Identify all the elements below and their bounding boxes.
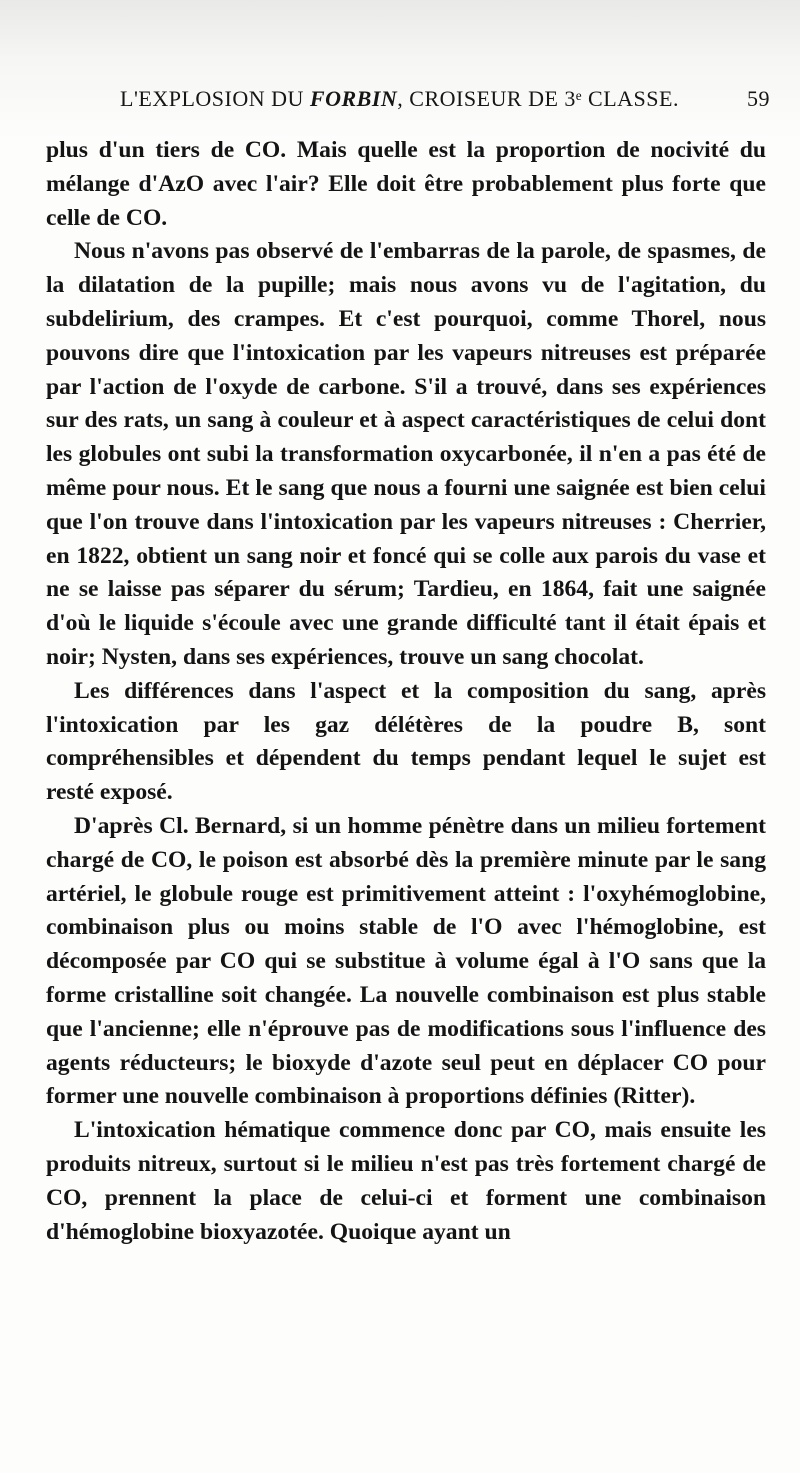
- paragraph: Nous n'avons pas observé de l'embarras de la parole, de spasmes, de la dilatation de la pupille; mais nous avons vu de l'agitation, du subdelirium, des crampes. Et c'est pourquoi, comme Thorel, nous pouvons dire que l'intoxication par les vapeurs nitreuses est préparée par l'action de l'oxyde de carbone. S'il a trouvé, dans ses expériences sur des rats, un sang à couleur et à aspect caractéristiques de celui dont les globules ont subi la transformation oxycarbonée, il n'en a pas été de même pour nous. Et le sang que nous a fourni une saignée est bien celui que l'on trouve dans l'intoxication par les vapeurs nitreuses : Cherrier, en 1822, obtient un sang noir et foncé qui se colle aux parois du vase et ne se laisse pas séparer du sérum; Tardieu, en 1864, fait une saignée d'où le liquide s'écoule avec une grande difficulté tant il était épais et noir; Nysten, dans ses expériences, trouve un sang chocolat.: [46, 238, 766, 670]
- page-number: 59: [747, 86, 770, 111]
- running-title-end: , CROISEUR DE 3ᵉ CLASSE.: [397, 86, 679, 111]
- paragraph: Les différences dans l'aspect et la composition du sang, après l'intoxication par les gaz délétères de la poudre B, sont compréhensibles et dépendent du temps pendant lequel le sujet est resté exposé.: [46, 677, 766, 806]
- running-title: [120, 86, 679, 112]
- running-title-start: L'EXPLOSION DU: [120, 86, 310, 111]
- page-header: [40, 86, 770, 122]
- body-text: [46, 134, 766, 1249]
- ship-name: FORBIN: [309, 86, 398, 111]
- paragraph-continued: plus d'un tiers de CO. Mais quelle est la proportion de nocivité du mélange d'AzO avec l'air? Elle doit être probablement plus forte que celle de CO.: [46, 137, 766, 231]
- paragraph: D'après Cl. Bernard, si un homme pénètre dans un milieu fortement chargé de CO, le poison est absorbé dès la première minute par le sang artériel, le globule rouge est primitivement atteint : l'oxyhémoglobine, combinaison plus ou moins stable de l'O avec l'hémoglobine, est décomposée par CO qui se substitue à volume égal à l'O sans que la forme cristalline soit changée. La nouvelle combinaison est plus stable que l'ancienne; elle n'éprouve pas de modifications sous l'influence des agents réducteurs; le bioxyde d'azote seul peut en déplacer CO pour former une nouvelle combinaison à proportions définies (Ritter).: [46, 812, 766, 1110]
- paragraph: L'intoxication hématique commence donc par CO, mais ensuite les produits nitreux, surtout si le milieu n'est pas très fortement chargé de CO, prennent la place de celui-ci et forment une combinaison d'hémoglobine bioxyazotée. Quoique ayant un: [46, 1117, 766, 1245]
